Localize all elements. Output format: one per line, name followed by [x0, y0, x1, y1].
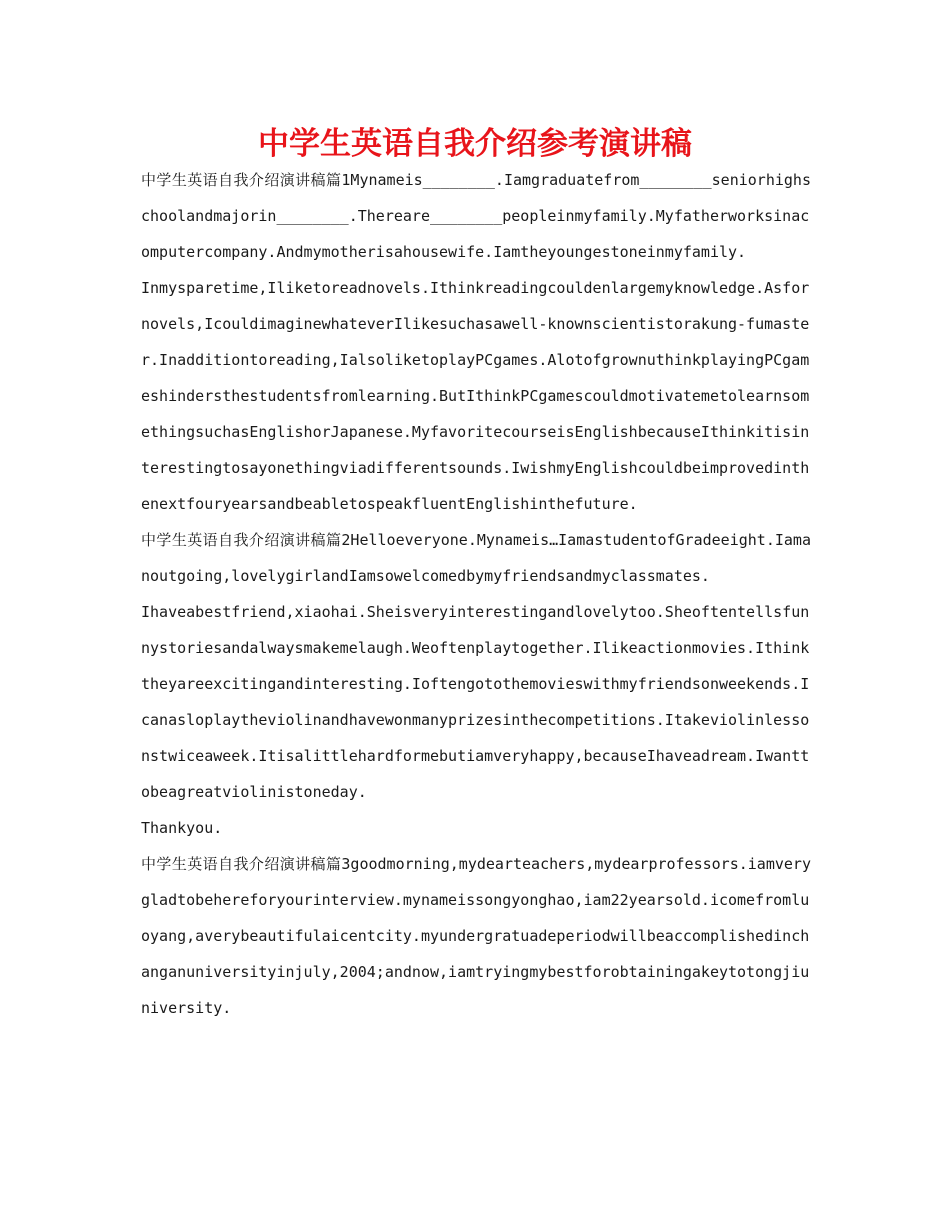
paragraph-5: Thankyou. — [141, 819, 223, 837]
paragraph-2: Inmysparetime,Iliketoreadnovels.Ithinkreadingcouldenlargemyknowledge.Asfornovels,IcouldimaginewhateverIlikesuchasawell-knownscientistorakung-fumaster.Inadditiontoreading,IalsoliketoplayPCgames.AlotofgrownuthinkplayingPCgameshindersthestudentsfromlearning.ButIthinkPCgamescouldmotivatemetolearnsomethingsuchasEnglishorJapanese.MyfavoritecourseisEnglishbecauseIthinkitisinterestingtosayonethingviadifferentsounds.IwishmyEnglishcouldbeimprovedinthenextfouryearsandbeabletospeakfluentEnglishinthefuture. — [141, 279, 810, 513]
document-body — [141, 162, 811, 1026]
paragraph-4: Ihaveabestfriend,xiaohai.Sheisveryinterestingandlovelytoo.Sheoftentellsfunnystoriesandalwaysmakemelaugh.Weoftenplaytogether.Ilikeactionmovies.Ithinktheyareexcitingandinteresting.Ioftengotothemovieswithmyfriendsonweekends.Icanasloplaytheviolinandhavewonmanyprizesinthecompetitions.Itakeviolinlessonstwiceaweek.Itisalittlehardformebutiamveryhappy,becauseIhaveadream.Iwanttobeagreatviolinistoneday. — [141, 603, 810, 801]
paragraph-6: 中学生英语自我介绍演讲稿篇3goodmorning,mydearteachers,mydearprofessors.iamverygladtobehereforyourinterview.mynameissongyonghao,iam22yearsold.icomefromluoyang,averybeautifulaicentcity.myundergratuadeperiodwillbeaccomplishedinchanganuniversityinjuly,2004;andnow,iamtryingmybestforobtainingakeytotongjiuniversity. — [141, 855, 811, 1017]
document-title: 中学生英语自我介绍参考演讲稿 — [258, 126, 692, 162]
paragraph-1: 中学生英语自我介绍演讲稿篇1Mynameis________.Iamgraduatefrom________seniorhighschoolandmajorin________.Thereare________peopleinmyfamily.Myfatherworksinacomputercompany.Andmymotherisahousewife.Iamtheyoungestoneinmyfamily. — [141, 171, 811, 261]
paragraph-3: 中学生英语自我介绍演讲稿篇2Helloeveryone.Mynameis…IamastudentofGradeeight.Iamanoutgoing,lovelygirlandIamsowelcomedbymyfriendsandmyclassmates. — [141, 531, 811, 585]
